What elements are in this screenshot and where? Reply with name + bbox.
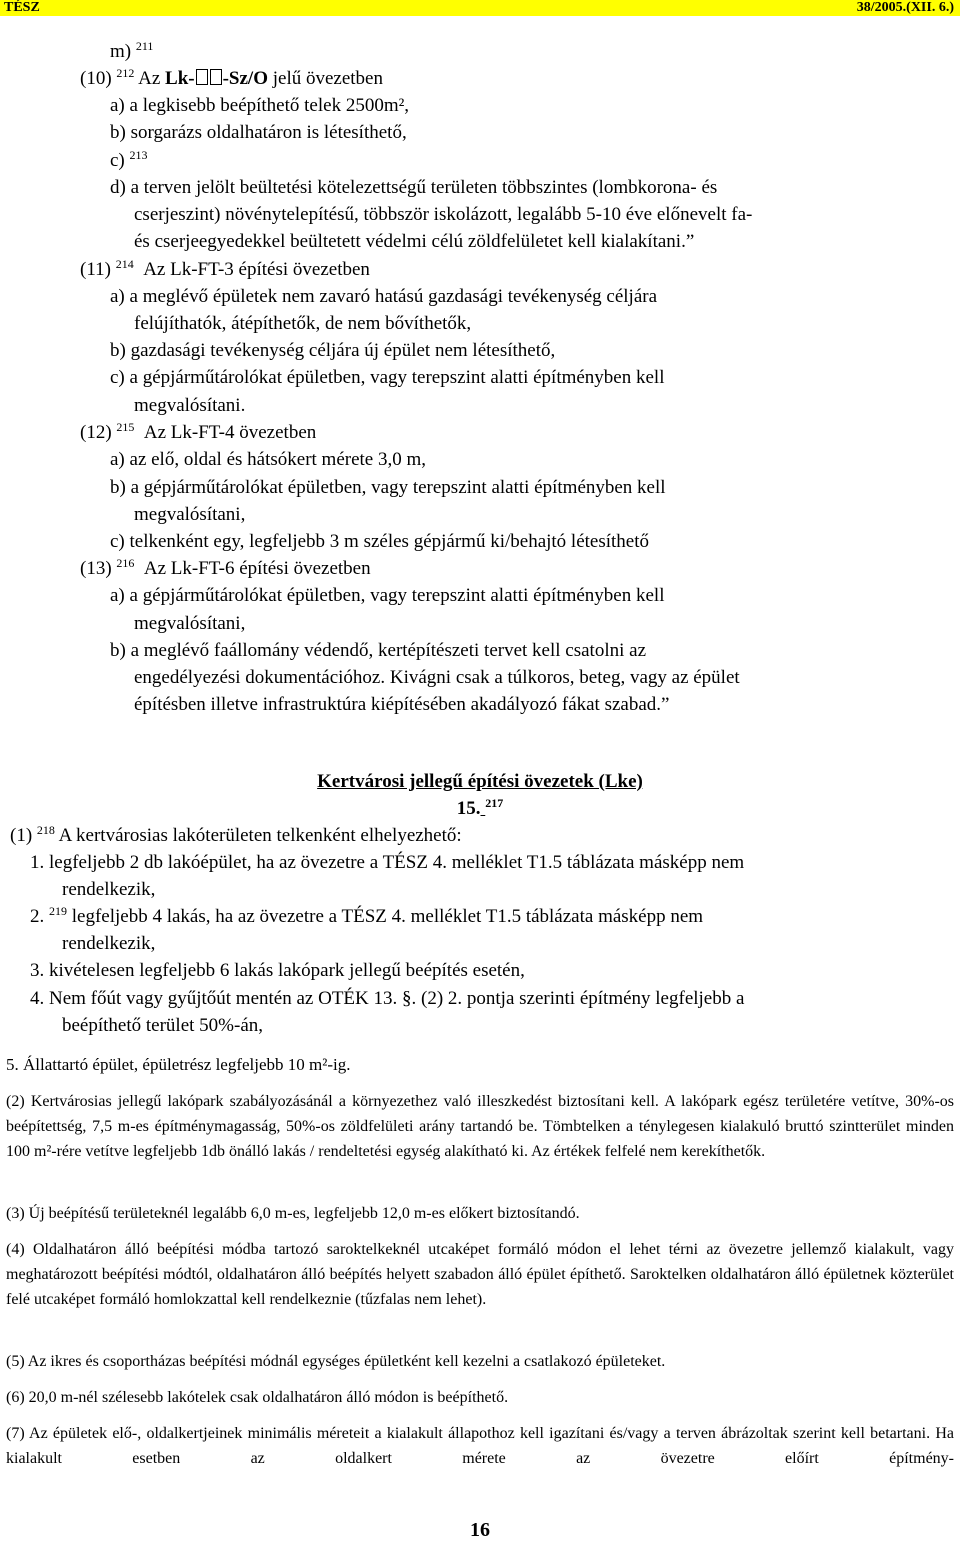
header-left: TÉSZ <box>4 0 40 15</box>
par11-intro: (11) $^{214}$ Az Lk-FT-3 építési övezetben <box>80 257 370 280</box>
s15-1-item2-line1: 2. $^{219}$ legfeljebb 4 lakás, ha az övezetre a TÉSZ 4. melléklet T1.5 táblázata másképp nem <box>30 904 704 927</box>
s15-1-intro: (1) $^{218}$ A kertvárosias lakóterületen telkenként elhelyezhető: <box>10 823 462 846</box>
par12-intro: (12) $^{215}$ Az Lk-FT-4 övezetben <box>80 420 317 443</box>
par10-d-line3: és cserjeegyedekkel beültetett védelmi célú zöldfelületet kell kialakítani.” <box>134 231 695 252</box>
par12-c: c) telkenként egy, legfeljebb 3 m széles gépjármű ki/behajtó létesíthető <box>110 531 650 552</box>
par10-d-line2: cserjeszint) növénytelepítésű, többször iskolázott, legalább 5-10 éve előnevelt fa- <box>134 204 753 225</box>
unknown-glyph-icon <box>196 69 208 85</box>
paragraph-4: (4) Oldalhatáron álló beépítési módba tartozó saroktelkeknél utcaképet formáló módon el lehet térni az övezetre jellemző kialakult, vagy meghatározott beépítési módtól, oldalhatáron álló beépítés helyett szabadon álló épület építhető. Saroktelken oldalhatáron álló épületnek közterület felé utcaképet formáló homlokzattal kell rendelkeznie (tűzfalas nem lehet). <box>6 1241 954 1308</box>
section-title: Kertvárosi jellegű építési övezetek (Lke) <box>317 771 643 792</box>
par12-b-line1: b) a gépjárműtárolókat épületben, vagy terepszint alatti építményben kell <box>110 477 666 498</box>
par10-d-line1: d) a terven jelölt beültetési kötelezettségű területen többszintes (lombkorona- és <box>110 177 718 198</box>
s15-1-item4-line1: 4. Nem főút vagy gyűjtőút mentén az OTÉK 13. §. (2) 2. pontja szerinti építmény legfeljebb a <box>30 988 745 1009</box>
par13-b-line2: engedélyezési dokumentációhoz. Kivágni csak a túlkoros, beteg, vagy az épület <box>134 667 740 688</box>
par13-intro: (13) $^{216}$ Az Lk-FT-6 építési övezetben <box>80 556 371 579</box>
par11-c-line2: megvalósítani. <box>134 395 246 416</box>
par13-a-line2: megvalósítani, <box>134 613 246 634</box>
paragraph-5: (5) Az ikres és csoportházas beépítési módnál egységes épületként kell kezelni a csatlakozó épületeket. <box>6 1353 666 1370</box>
par13-a-line1: a) a gépjárműtárolókat épületben, vagy terepszint alatti építményben kell <box>110 585 665 606</box>
par11-c-line1: c) a gépjárműtárolókat épületben, vagy terepszint alatti építményben kell <box>110 367 665 388</box>
par10-c: c) $^{213}$ <box>110 148 148 171</box>
par13-b-line3: építésben illetve infrastruktúra kiépítésében akadályozó fákat szabad.” <box>134 694 670 715</box>
par11-a-line2: felújíthatók, átépíthetők, de nem bővíthetők, <box>134 313 472 334</box>
par10-a: a) a legkisebb beépíthető telek 2500m², <box>110 95 410 116</box>
par12-b-line2: megvalósítani, <box>134 504 246 525</box>
header-right: 38/2005.(XII. 6.) <box>856 0 954 15</box>
page-header <box>0 0 960 16</box>
s15-1-item3: 3. kivételesen legfeljebb 6 lakás lakópark jellegű beépítés esetén, <box>30 960 525 981</box>
s15-1-item4-line2: beépíthető terület 50%-án, <box>62 1015 264 1036</box>
unknown-glyph-icon <box>210 69 222 85</box>
s15-1-item5: 5. Állattartó épület, épületrész legfeljebb 10 m²-ig. <box>6 1055 351 1074</box>
par12-a: a) az elő, oldal és hátsókert mérete 3,0 m, <box>110 449 427 470</box>
paragraph-2: (2) Kertvárosias jellegű lakópark szabályozásánál a környezethez való illeszkedést biztosítani kell. A lakópark egész területére vetítve, 30%-os beépítettség, 7,5 m-es építménymagasság, 50%-os zöldfelületi arány tartandó be. Tömbtelken a ténylegesen kialakuló bruttó szintterület minden 100 m²-rére vetítve legfeljebb 1db önálló lakás / rendeltetési egység alakítható ki. Az értékek felfelé nem kerekíthetők. <box>6 1093 954 1160</box>
s15-1-item1-line2: rendelkezik, <box>62 879 156 900</box>
page-number: 16 <box>470 1519 490 1541</box>
paragraph-3: (3) Új beépítésű területeknél legalább 6,0 m-es, legfeljebb 12,0 m-es előkert biztosítandó. <box>6 1205 580 1222</box>
par13-b-line1: b) a meglévő faállomány védendő, kertépítészeti tervet kell csatolni az <box>110 640 646 661</box>
par10-intro: (10) $^{212}$ Az Lk- -Sz/O jelű övezetben <box>80 66 383 89</box>
par10-b: b) sorgarázs oldalhatáron is létesíthető, <box>110 122 407 143</box>
paragraph-6: (6) 20,0 m-nél szélesebb lakótelek csak oldalhatáron álló módon is beépíthető. <box>6 1389 509 1406</box>
s15-1-item1-line1: 1. legfeljebb 2 db lakóépület, ha az övezetre a TÉSZ 4. melléklet T1.5 táblázata másképp nem <box>30 852 745 873</box>
s15-1-item2-line2: rendelkezik, <box>62 933 156 954</box>
item-m: m) $^{211}$ <box>110 39 154 62</box>
section-number: 15. $^{217}$ <box>456 796 504 819</box>
par11-b: b) gazdasági tevékenység céljára új épület nem létesíthető, <box>110 340 556 361</box>
par11-a-line1: a) a meglévő épületek nem zavaró hatású gazdasági tevékenység céljára <box>110 286 658 307</box>
paragraph-7: (7) Az épületek elő-, oldalkertjeinek minimális méreteit a kialakult állapothoz kell igazítani és/vagy a terven ábrázoltak szerint kell betartani. Ha kialakult esetben az oldalkert mérete az övezetre előírt építmény- <box>6 1425 954 1467</box>
